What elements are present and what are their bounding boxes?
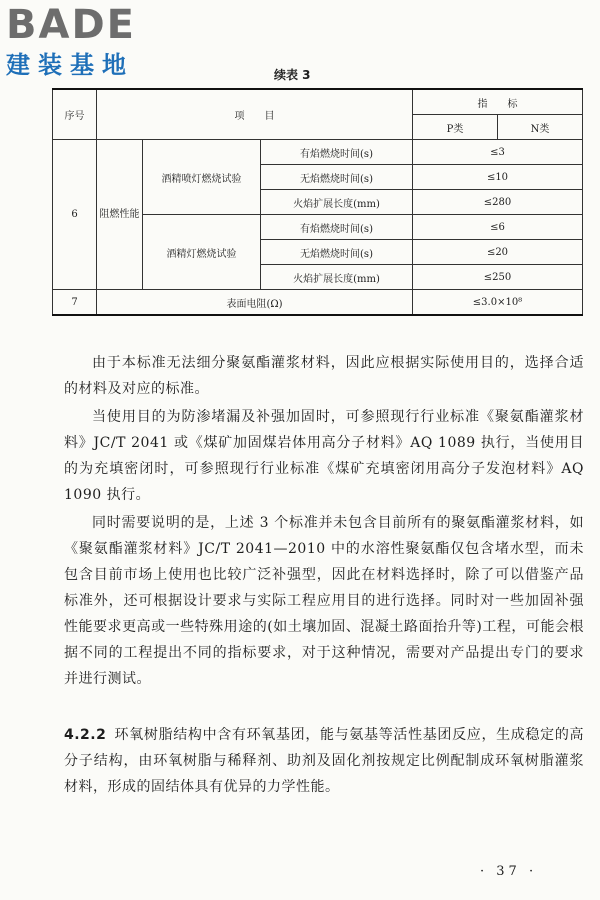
logo-wordmark: BADE [6, 2, 136, 48]
row6-test1-value-1: ≤3 [413, 140, 583, 165]
row6-category: 阻燃性能 [97, 140, 143, 290]
table-row [53, 290, 583, 316]
page-number: · 37 · [480, 864, 538, 879]
row6-test2-item-2: 无焰燃烧时间(s) [261, 240, 413, 265]
row6-test1-item-3: 火焰扩展长度(mm) [261, 190, 413, 215]
row6-test1: 酒精喷灯燃烧试验 [143, 140, 261, 215]
header-n-class: N类 [498, 115, 583, 140]
row6-test2-value-2: ≤20 [413, 240, 583, 265]
paragraph-2: 当使用目的为防渗堵漏及补强加固时，可参照现行行业标准《聚氨酯灌浆材料》JC/T 2041 或《煤矿加固煤岩体用高分子材料》AQ 1089 执行，当使用目的为充填密闭时，可参照现行行业标准《煤矿充填密闭用高分子发泡材料》AQ 1090 执行。 [64, 409, 584, 503]
row7-seq: 7 [53, 290, 97, 316]
header-seq: 序号 [53, 89, 97, 140]
section-number: 4.2.2 [64, 727, 107, 743]
table-row [53, 140, 583, 165]
row7-value: ≤3.0×10⁸ [413, 290, 583, 316]
header-item: 项 目 [97, 89, 413, 140]
row6-test1-item-2: 无焰燃烧时间(s) [261, 165, 413, 190]
row6-test2-item-3: 火焰扩展长度(mm) [261, 265, 413, 290]
paragraph-3: 同时需要说明的是，上述 3 个标准并未包含目前所有的聚氨酯灌浆材料，如《聚氨酯灌浆材料》JC/T 2041—2010 中的水溶性聚氨酯仅包含堵水型，而未包含目前市场上使用也比较广泛补强型，因此在材料选择时，除了可以借鉴产品标准外，还可根据设计要求与实际工程应用目的进行选择。同时对一些加固补强性能要求更高或一些特殊用途的(如土壤加固、混凝土路面抬升等)工程，可能会根据不同的工程提出不同的指标要求，对于这种情况，需要对产品提出专门的要求并进行测试。 [64, 515, 584, 687]
spec-table [52, 88, 583, 316]
row6-test1-value-2: ≤10 [413, 165, 583, 190]
section-4-2-2 [64, 722, 584, 800]
logo-subtitle: 建装基地 [6, 51, 134, 79]
table-title: 续表 3 [274, 68, 311, 82]
row7-label: 表面电阻(Ω) [97, 290, 413, 316]
section-text: 环氧树脂结构中含有环氧基团，能与氨基等活性基团反应，生成稳定的高分子结构，由环氧树脂与稀释剂、助剂及固化剂按规定比例配制成环氧树脂灌浆材料，形成的固结体具有优异的力学性能。 [64, 727, 584, 795]
row6-test2: 酒精灯燃烧试验 [143, 215, 261, 290]
row6-test2-value-1: ≤6 [413, 215, 583, 240]
logo [6, 2, 176, 80]
row6-test2-item-1: 有焰燃烧时间(s) [261, 215, 413, 240]
paragraph-1: 由于本标准无法细分聚氨酯灌浆材料，因此应根据实际使用目的，选择合适的材料及对应的标准。 [64, 355, 584, 397]
row6-seq: 6 [53, 140, 97, 290]
header-row [53, 89, 583, 115]
row6-test2-value-3: ≤250 [413, 265, 583, 290]
row6-test1-value-3: ≤280 [413, 190, 583, 215]
header-indicator: 指 标 [413, 89, 583, 115]
header-p-class: P类 [413, 115, 498, 140]
row6-test1-item-1: 有焰燃烧时间(s) [261, 140, 413, 165]
